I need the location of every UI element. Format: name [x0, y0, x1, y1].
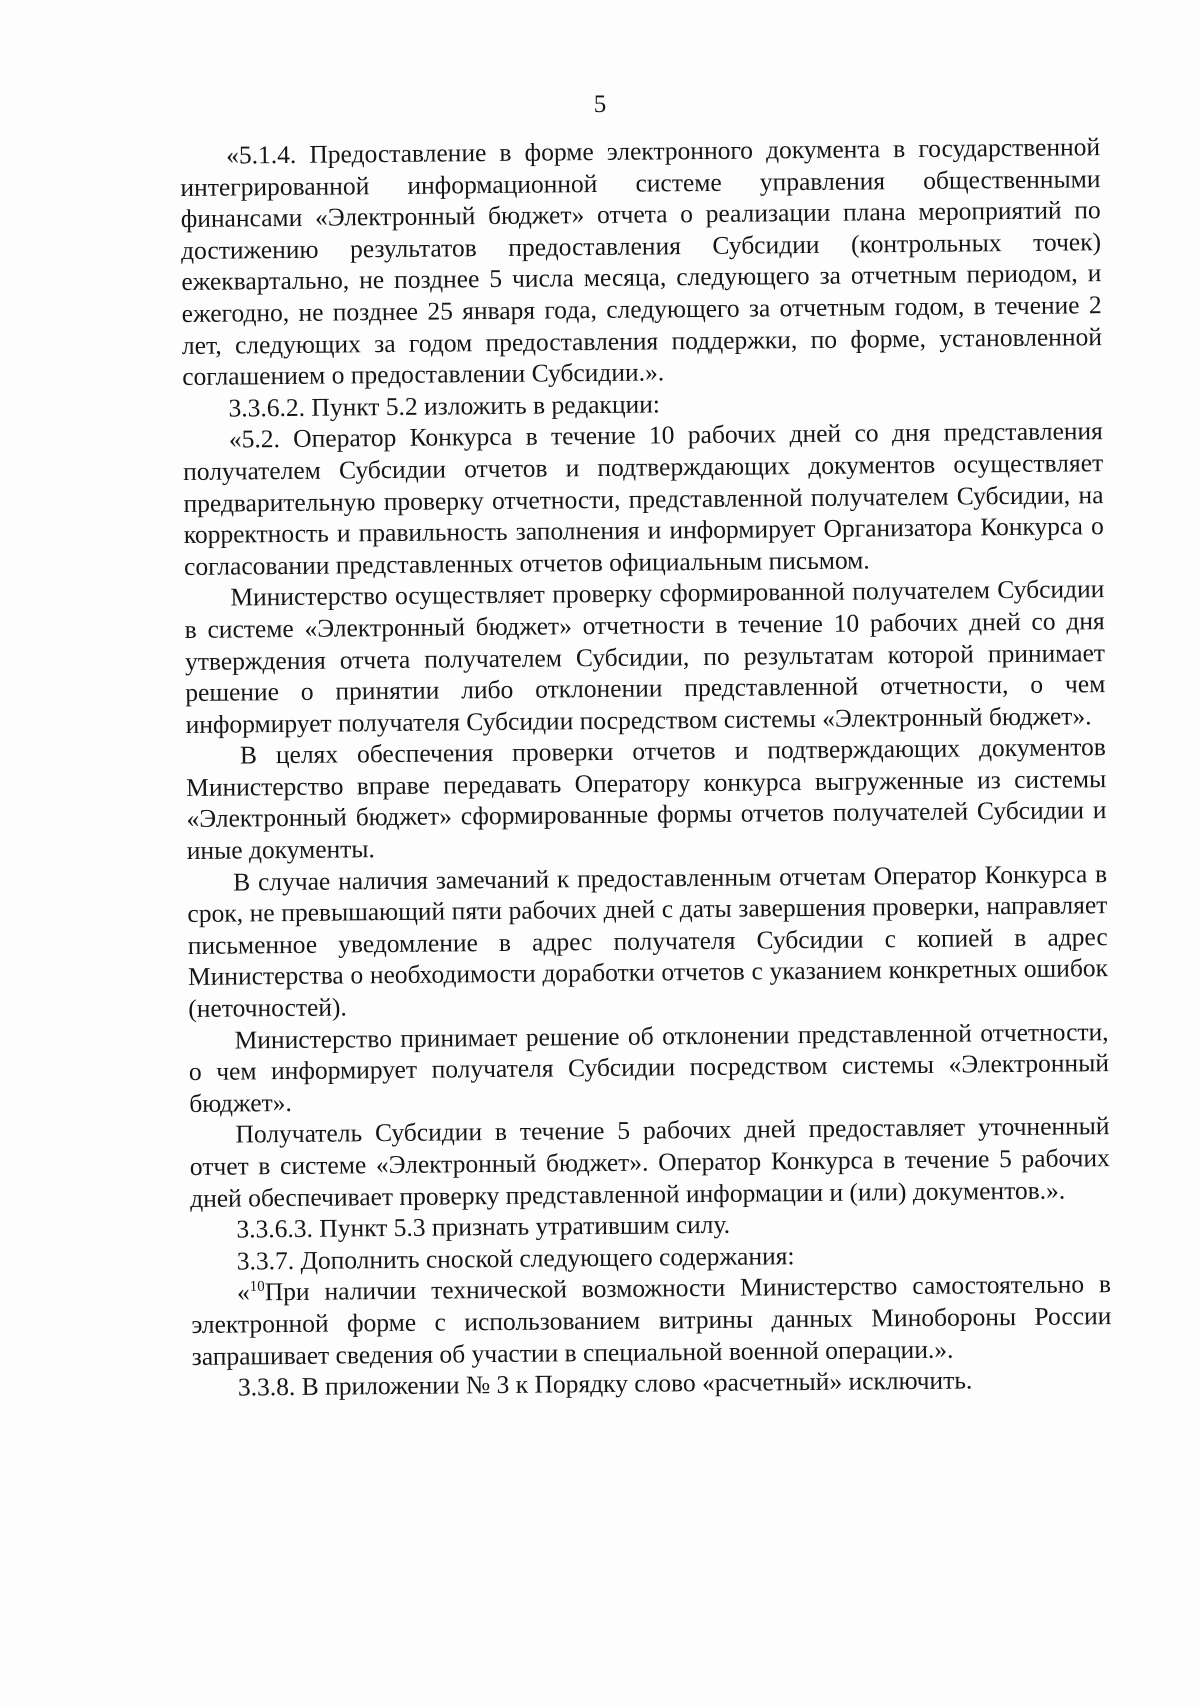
paragraph-report-transfer: В целях обеспечения проверки отчетов и подтверждающих документов Министерство вправе передавать Оператору конкурса выгруженные из системы «Электронный бюджет» сформированные формы отчетов получателей Субсидии и иные документы. [186, 732, 1107, 866]
footnote-open-quote: « [236, 1277, 250, 1307]
paragraph-3-3-6-2: 3.3.6.2. Пункт 5.2 изложить в редакции: [228, 389, 661, 423]
paragraph-3-3-6-3: 3.3.6.3. Пункт 5.3 признать утратившим силу. [236, 1209, 731, 1244]
document-body [180, 131, 1112, 1404]
paragraph-ministry-check: Министерство осуществляет проверку сформированной получателем Субсидии в системе «Электронный бюджет» отчетности в течение 10 рабочих дней со дня утверждения отчета получателем Субсидии, по результатам которой принимает решение о принятии либо отклонении представленной отчетности, о чем информирует получателя Субсидии посредством системы «Электронный бюджет». [184, 574, 1106, 739]
paragraph-remarks: В случае наличия замечаний к предоставленным отчетам Оператор Конкурса в срок, не превышающий пяти рабочих дней с даты завершения проверки, направляет письменное уведомление в адрес получателя Субсидии с копией в адрес Министерства о необходимости доработки отчетов с указанием конкретных ошибок (неточностей). [187, 858, 1109, 1023]
paragraph-3-3-7: 3.3.7. Дополнить сноской следующего содержания: [236, 1240, 795, 1276]
paragraph-5-1-4: «5.1.4. Предоставление в форме электронного документа в государственной интегрированной информационной системе управления общественными финансами «Электронный бюджет» отчета о реализации плана мероприятий по достижению результатов предоставления Субсидии (контрольных точек) ежеквартально, не позднее 5 числа месяца, следующего за отчетным периодом, и ежегодно, не позднее 25 января года, следующего за отчетным годом, в течение 2 лет, следующих за годом предоставления поддержки, по форме, установленной соглашением о предоставлении Субсидии.». [180, 132, 1103, 392]
paragraph-3-3-8: 3.3.8. В приложении № 3 к Порядку слово «расчетный» исключить. [237, 1365, 973, 1402]
page-number: 5 [593, 91, 607, 118]
footnote-text: При наличии технической возможности Министерство самостоятельно в электронной форме с использованием витрины данных Минобороны России запрашивает сведения об участии в специальной военной операции.». [191, 1269, 1112, 1371]
paragraph-rejection: Министерство принимает решение об отклонении представленной отчетности, о чем информирует получателя Субсидии посредством системы «Электронный бюджет». [188, 1016, 1110, 1118]
paragraph-refined-report: Получатель Субсидии в течение 5 рабочих дней предоставляет уточненный отчет в системе «Электронный бюджет». Оператор Конкурса в течение 5 рабочих дней обеспечивает проверку представленной информации и (или) документов.». [189, 1111, 1110, 1213]
paragraph-footnote-10 [191, 1268, 1112, 1372]
paragraph-5-2: «5.2. Оператор Конкурса в течение 10 рабочих дней со дня представления получателем Субсидии отчетов и подтверждающих документов осуществляет предварительную проверку отчетности, представленной получателем Субсидии, на корректность и правильность заполнения и информирует Организатора Конкурса о согласовании представленных отчетов официальным письмом. [183, 416, 1104, 581]
footnote-marker: 10 [249, 1279, 265, 1296]
